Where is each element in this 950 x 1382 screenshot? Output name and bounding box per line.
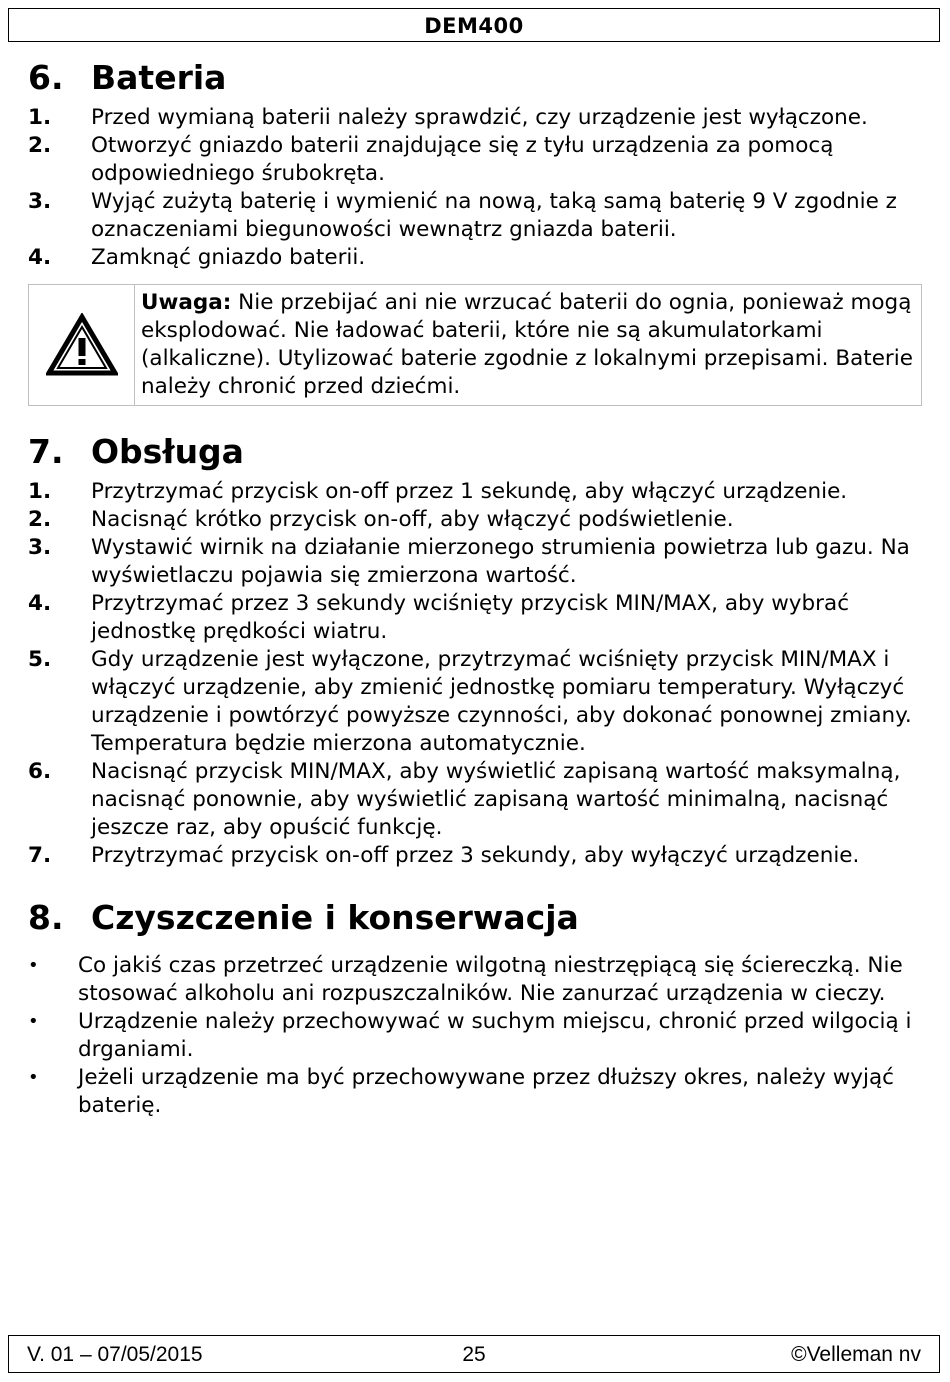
step-number: 1. (28, 105, 52, 130)
warning-triangle-icon (46, 313, 118, 377)
page-number: 25 (462, 1343, 486, 1366)
step-number: 4. (28, 591, 52, 616)
cleaning-bullets (28, 952, 928, 1120)
step-text: Przytrzymać przez 3 sekundy wciśnięty przycisk MIN/MAX, aby wybrać jednostkę prędkości wiatru. (91, 591, 850, 644)
list-item (28, 1008, 928, 1064)
step-number: 5. (28, 647, 52, 672)
page-header (8, 8, 940, 42)
list-item (28, 244, 928, 272)
bullet-icon: • (28, 1067, 39, 1088)
warning-label: Uwaga: (141, 290, 232, 315)
warning-box (28, 284, 922, 406)
step-text: Otworzyć gniazdo baterii znajdujące się z tyłu urządzenia za pomocą odpowiedniego śrubokręta. (91, 133, 834, 186)
step-text: Przytrzymać przycisk on-off przez 1 sekundę, aby włączyć urządzenie. (91, 479, 848, 504)
bullet-text: Urządzenie należy przechowywać w suchym miejscu, chronić przed wilgocią i drganiami. (78, 1009, 912, 1062)
section-6-heading (28, 52, 928, 104)
list-item (28, 1064, 928, 1120)
list-item (28, 590, 928, 646)
list-item (28, 842, 928, 870)
battery-steps (28, 104, 928, 272)
bullet-text: Jeżeli urządzenie ma być przechowywane przez dłuższy okres, należy wyjąć baterię. (78, 1065, 894, 1118)
list-item (28, 188, 928, 244)
section-title: Czyszczenie i konserwacja (91, 898, 579, 937)
step-text: Nacisnąć przycisk MIN/MAX, aby wyświetlić zapisaną wartość maksymalną, nacisnąć ponownie, aby wyświetlić zapisaną wartość minimalną, nacisnąć jeszcze raz, aby opuścić funkcję. (91, 759, 901, 840)
step-number: 6. (28, 759, 52, 784)
step-number: 1. (28, 479, 52, 504)
step-number: 3. (28, 189, 52, 214)
warning-body: Nie przebijać ani nie wrzucać baterii do ognia, ponieważ mogą eksplodować. Nie ładować baterii, które nie są akumulatorkami (alkaliczne). Utylizować baterie zgodnie z lokalnymi przepisami. Baterie należy chronić przed dziećmi. (141, 290, 913, 399)
step-number: 2. (28, 133, 52, 158)
step-text: Wyjąć zużytą baterię i wymienić na nową, taką samą baterię 9 V zgodnie z oznaczeniami biegunowości wewnątrz gniazda baterii. (91, 189, 897, 242)
list-item (28, 534, 928, 590)
section-number: 6. (28, 58, 64, 97)
section-8-heading (28, 892, 928, 944)
page-footer (8, 1335, 940, 1373)
section-title: Bateria (91, 58, 227, 97)
warning-text (135, 285, 921, 405)
section-number: 8. (28, 898, 64, 937)
bullet-text: Co jakiś czas przetrzeć urządzenie wilgotną niestrzępiącą się ściereczką. Nie stosować alkoholu ani rozpuszczalników. Nie zanurzać urządzenia w cieczy. (78, 953, 903, 1006)
warning-icon-cell (29, 285, 135, 405)
list-item (28, 104, 928, 132)
copyright: ©Velleman nv (791, 1343, 921, 1366)
step-text: Nacisnąć krótko przycisk on-off, aby włączyć podświetlenie. (91, 507, 734, 532)
section-7-heading (28, 426, 928, 478)
list-item (28, 646, 928, 758)
section-number: 7. (28, 432, 64, 471)
step-text: Wystawić wirnik na działanie mierzonego strumienia powietrza lub gazu. Na wyświetlaczu pojawia się zmierzona wartość. (91, 535, 910, 588)
list-item (28, 132, 928, 188)
version-date: V. 01 – 07/05/2015 (27, 1343, 203, 1366)
section-title: Obsługa (91, 432, 244, 471)
step-text: Przed wymianą baterii należy sprawdzić, czy urządzenie jest wyłączone. (91, 105, 868, 130)
list-item (28, 758, 928, 842)
list-item (28, 478, 928, 506)
operation-steps (28, 478, 928, 870)
step-number: 4. (28, 245, 52, 270)
step-number: 7. (28, 843, 52, 868)
step-number: 3. (28, 535, 52, 560)
step-text: Zamknąć gniazdo baterii. (91, 245, 366, 270)
list-item (28, 506, 928, 534)
step-text: Gdy urządzenie jest wyłączone, przytrzymać wciśnięty przycisk MIN/MAX i włączyć urządzenie, aby zmienić jednostkę pomiaru temperatury. Wyłączyć urządzenie i powtórzyć powyższe czynności, aby dokonać ponownej zmiany. Temperatura będzie mierzona automatycznie. (91, 647, 912, 756)
step-number: 2. (28, 507, 52, 532)
step-text: Przytrzymać przycisk on-off przez 3 sekundy, aby wyłączyć urządzenie. (91, 843, 860, 868)
bullet-icon: • (28, 955, 39, 976)
page-content (28, 52, 928, 1120)
list-item (28, 952, 928, 1008)
model-name: DEM400 (424, 14, 524, 38)
bullet-icon: • (28, 1011, 39, 1032)
